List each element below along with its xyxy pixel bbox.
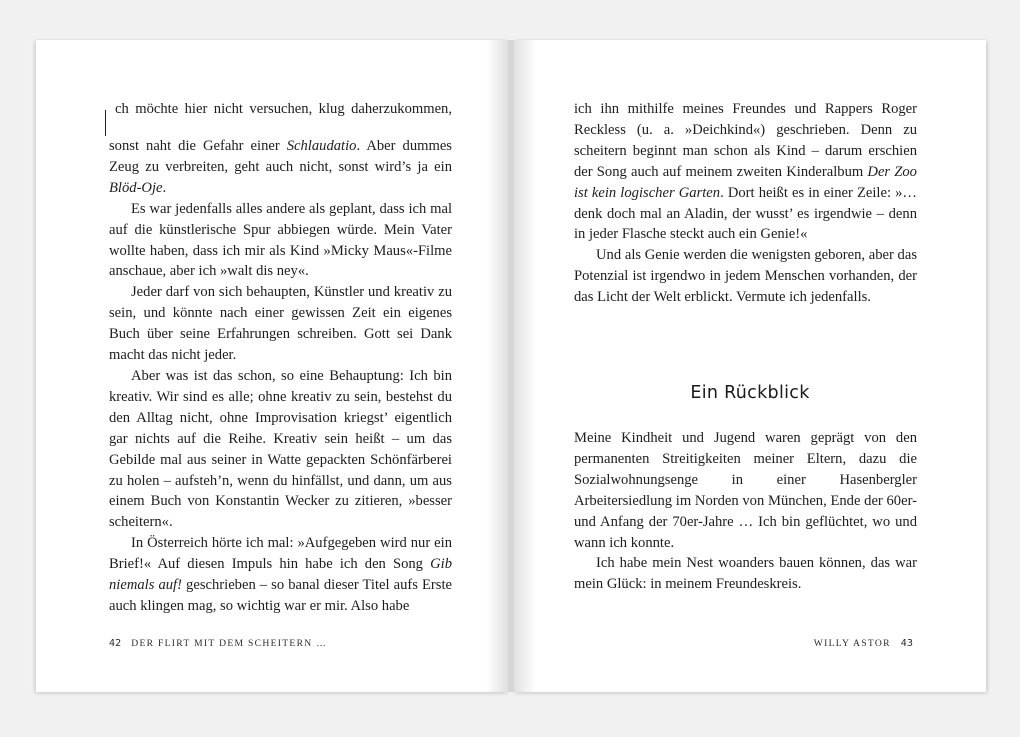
paragraph bbox=[574, 428, 917, 553]
paragraph bbox=[574, 553, 917, 595]
right-page-footer bbox=[814, 638, 913, 649]
paragraph bbox=[109, 199, 452, 283]
text-run: In Österreich hörte ich mal: »Aufgegeben wird nur ein Brief!« Auf diesen Impuls hin habe ich den Song bbox=[109, 535, 452, 573]
italic-title: Blöd-Oje bbox=[109, 179, 163, 196]
book-spine bbox=[508, 40, 514, 692]
gutter-shadow-right bbox=[514, 40, 536, 692]
text-run: Meine Kindheit und Jugend waren geprägt von den permanenten Streitigkeiten meiner Eltern, dazu die Sozialwohnungsenge in einer Hasenbergler Arbeitersiedlung im Norden von München, Ende der 60er- und Anfang der 70er-Jahre … Ich bin geflüchtet, wo und wann ich konnte. bbox=[574, 430, 917, 551]
text-run: Jeder darf von sich behaupten, Künstler und kreativ zu sein, und könnte nach einer gewissen Zeit ein eigenes Buch über seine Erfahrungen schreiben. Gott sei Dank macht das nicht jeder. bbox=[109, 284, 452, 364]
text-run: Und als Genie werden die wenigsten geboren, aber das Potenzial ist irgendwo in jedem Menschen vorhanden, der das Licht der Welt erblickt. Vermute ich jedenfalls. bbox=[574, 247, 917, 306]
text-run: geschrieben – so banal dieser Titel aufs Erste auch klingen mag, so wichtig war er mir. Also habe bbox=[109, 577, 452, 614]
drop-cap bbox=[105, 110, 113, 136]
right-page bbox=[514, 40, 986, 692]
text-run: . Dort heißt es in einer Zeile: »… denk doch mal an Aladin, der wusst’ es irgendwie – denn in jeder Flasche steckt auch ein Genie!« bbox=[574, 184, 917, 243]
italic-title: Gib niemals auf! bbox=[109, 556, 452, 594]
text-run: ch möchte hier nicht versuchen, klug daherzukommen, sonst naht die Gefahr einer bbox=[109, 101, 452, 154]
right-page-text-bottom bbox=[574, 428, 917, 595]
left-page-text bbox=[109, 99, 452, 617]
paragraph bbox=[109, 533, 452, 617]
text-run: Ich habe mein Nest woanders bauen können, das war mein Glück: in meinem Freundeskreis. bbox=[574, 555, 917, 593]
text-run: Es war jedenfalls alles andere als geplant, dass ich mal auf die künstlerische Spur abbiegen würde. Mein Vater wollte haben, dass ich mir als Kind »Micky Maus«-Filme anschaue, aber ich »walt dis ney«. bbox=[109, 200, 452, 280]
text-run: Aber was ist das schon, so eine Behauptung: Ich bin kreativ. Wir sind es alle; ohne kreativ zu sein, bestehst du den Alltag nicht, ohne Improvisation kriegst’ eigentlich gar nichts auf die Reihe. Kreativ sein heißt – um das Gebilde mal aus seiner in Watte gepackten Schönfärberei zu holen – aufsteh’n, wenn du hinfällst, und dann, um aus einem Buch von Konstantin Wecker zu zitieren, »besser scheitern«. bbox=[109, 367, 452, 531]
text-run: ich ihn mithilfe meines Freundes und Rappers Roger Reckless (u. a. »Deichkind«) geschrieben. Denn zu scheitern beginnt man schon als Kind – darum erschien der Song auch auf meinem zweiten Kinderalbum bbox=[574, 101, 917, 180]
right-page-text-top bbox=[574, 99, 917, 308]
paragraph bbox=[574, 99, 917, 245]
paragraph bbox=[109, 366, 452, 533]
gutter-shadow-left bbox=[486, 40, 508, 692]
page-number-left: 42 bbox=[109, 638, 122, 649]
paragraph bbox=[109, 99, 452, 199]
paragraph bbox=[574, 245, 917, 308]
text-run: . bbox=[162, 179, 167, 196]
italic-title: Der Zoo ist kein logischer Garten bbox=[574, 163, 917, 201]
running-head-right: WILLY ASTOR bbox=[813, 638, 891, 649]
left-page bbox=[36, 40, 508, 692]
text-run: . Aber dummes Zeug zu verbreiten, geht auch nicht, sonst wird’s ja ein bbox=[109, 138, 452, 175]
left-page-footer bbox=[109, 638, 327, 649]
italic-title: Schlaudatio bbox=[286, 138, 357, 154]
section-heading: Ein Rückblick bbox=[690, 383, 810, 403]
paragraph bbox=[109, 282, 452, 366]
page-number-right: 43 bbox=[900, 638, 913, 649]
running-head-left: DER FLIRT MIT DEM SCHEITERN … bbox=[131, 638, 328, 649]
